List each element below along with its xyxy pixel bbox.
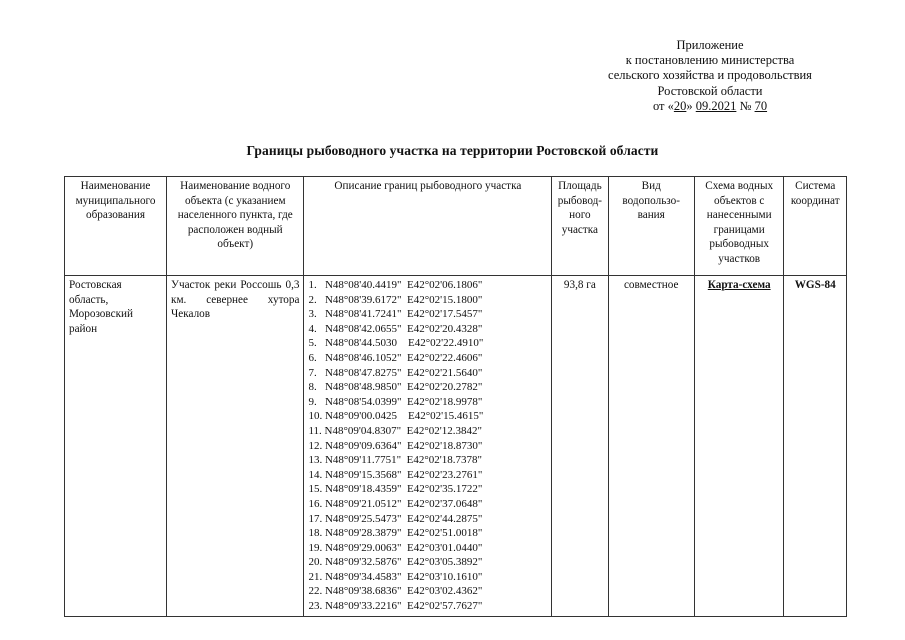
date-month-year: 09.2021 xyxy=(695,98,737,113)
boundary-point: 3. N48°08'41.7241" E42°02'17.5457" xyxy=(308,308,483,321)
number-prefix: № xyxy=(736,98,755,113)
boundary-point: 11. N48°09'04.8307" E42°02'12.3842" xyxy=(308,424,482,437)
boundary-point: 10. N48°09'00.0425 E42°02'15.4615" xyxy=(308,410,484,423)
cell-boundary-points xyxy=(304,276,552,617)
annex-line-2: к постановлению министерства xyxy=(625,53,795,68)
boundaries-table xyxy=(64,176,847,617)
cell-scheme xyxy=(694,276,784,617)
header-scheme: Схема водных объектов с нанесенными границами рыбоводных участков xyxy=(694,177,784,276)
boundary-point: 2. N48°08'39.6172" E42°02'15.1800" xyxy=(308,293,483,306)
header-coord-system: Система координат xyxy=(784,177,847,276)
cell-water-object: Участок реки Россошь 0,3 км. севернее хутора Чекалов xyxy=(167,276,304,617)
boundary-point: 12. N48°09'09.6364" E42°02'18.8730" xyxy=(308,439,483,452)
boundary-point: 13. N48°09'11.7751" E42°02'18.7378" xyxy=(308,454,482,467)
boundary-point: 8. N48°08'48.9850" E42°02'20.2782" xyxy=(308,381,483,394)
annex-line-4: Ростовской области xyxy=(657,83,763,98)
boundary-point: 17. N48°09'25.5473" E42°02'44.2875" xyxy=(308,512,483,525)
header-usage: Вид водопользо-вания xyxy=(608,177,694,276)
date-mid: » xyxy=(686,98,696,113)
document-title: Границы рыбоводного участка на территории Ростовской области xyxy=(246,143,659,158)
scheme-map-link[interactable]: Карта-схема xyxy=(707,279,771,291)
date-day: 20 xyxy=(673,98,687,113)
boundary-point: 18. N48°09'28.3879" E42°02'51.0018" xyxy=(308,527,483,540)
header-area: Площадь рыбовод-ного участка xyxy=(552,177,608,276)
cell-area: 93,8 га xyxy=(552,276,608,617)
boundary-point: 9. N48°08'54.0399" E42°02'18.9978" xyxy=(308,395,483,408)
cell-usage: совместное xyxy=(608,276,694,617)
boundary-point: 1. N48°08'40.4419" E42°02'06.1806" xyxy=(308,279,483,291)
boundary-point: 7. N48°08'47.8275" E42°02'21.5640" xyxy=(308,366,483,379)
document-number: 70 xyxy=(754,98,768,113)
annex-line-3: сельского хозяйства и продовольствия xyxy=(608,68,812,83)
annex-date-line xyxy=(540,99,880,114)
cell-coord-system: WGS-84 xyxy=(784,276,847,617)
boundary-point: 20. N48°09'32.5876" E42°03'05.3892" xyxy=(308,556,483,569)
boundary-point: 4. N48°08'42.0655" E42°02'20.4328" xyxy=(308,322,483,335)
boundary-point: 23. N48°09'33.2216" E42°02'57.7627" xyxy=(308,600,483,613)
boundary-point: 21. N48°09'34.4583" E42°03'10.1610" xyxy=(308,570,483,583)
header-municipality: Наименование муниципального образования xyxy=(65,177,167,276)
header-water-object: Наименование водного объекта (с указанием населенного пункта, где расположен водный объект) xyxy=(167,177,304,276)
date-prefix: от « xyxy=(652,98,674,113)
boundary-point: 5. N48°08'44.5030 E42°02'22.4910" xyxy=(308,337,484,350)
table-row xyxy=(65,276,847,617)
boundary-point: 15. N48°09'18.4359" E42°02'35.1722" xyxy=(308,483,483,496)
boundary-points-list xyxy=(308,278,547,614)
boundary-point: 19. N48°09'29.0063" E42°03'01.0440" xyxy=(308,541,483,554)
boundary-point: 22. N48°09'38.6836" E42°03'02.4362" xyxy=(308,585,483,598)
annex-header xyxy=(540,38,880,114)
boundary-point: 16. N48°09'21.0512" E42°02'37.0648" xyxy=(308,497,483,510)
boundary-point: 6. N48°08'46.1052" E42°02'22.4606" xyxy=(308,351,483,364)
boundary-point: 14. N48°09'15.3568" E42°02'23.2761" xyxy=(308,468,483,481)
cell-municipality: Ростовская область, Морозовский район xyxy=(65,276,167,617)
table-header-row xyxy=(65,177,847,276)
annex-line-1: Приложение xyxy=(676,38,744,52)
header-description: Описание границ рыбоводного участка xyxy=(304,177,552,276)
